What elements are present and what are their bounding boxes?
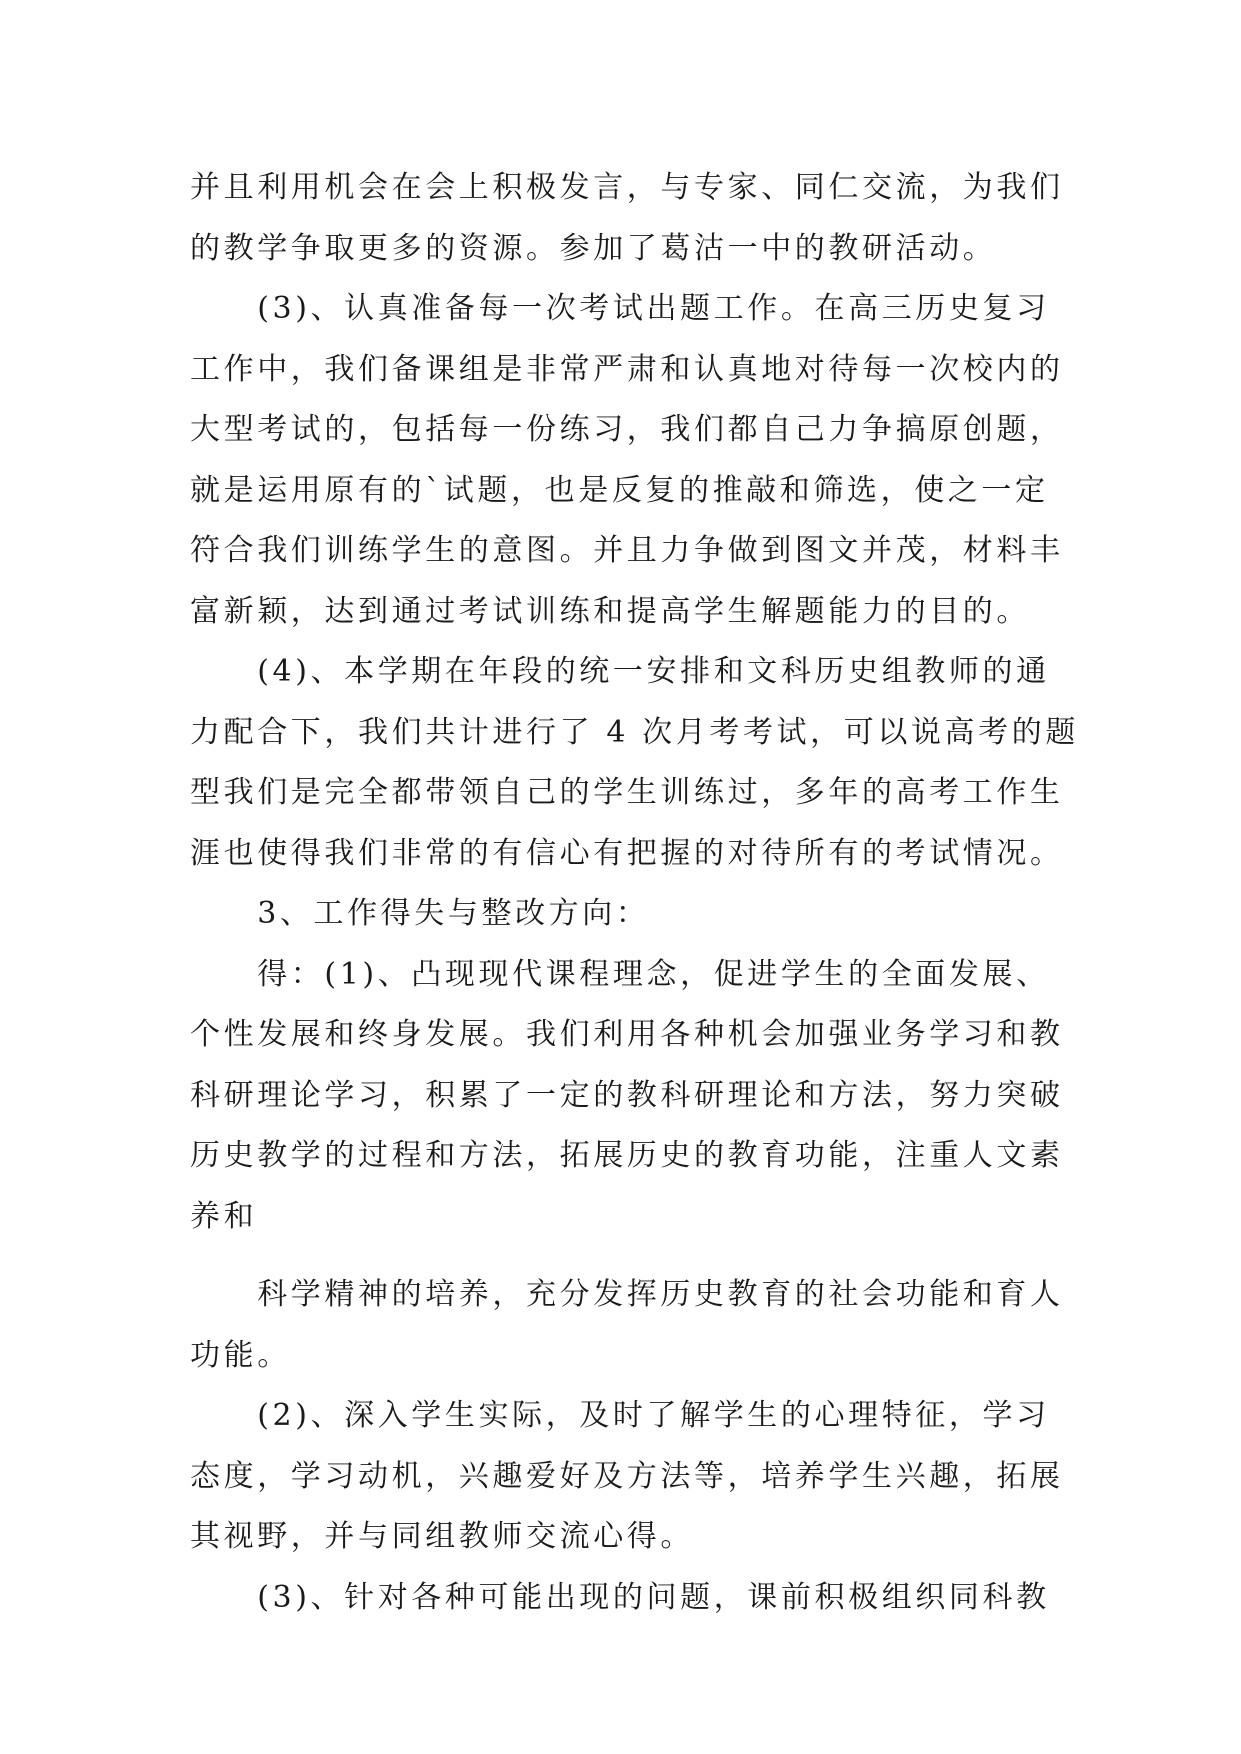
text-line: 并且利用机会在会上积极发言，与专家、同仁交流，为我们 <box>190 170 1064 205</box>
body-text <box>190 158 1090 1628</box>
paragraph-gap <box>190 1247 1090 1265</box>
text-line: 其视野，并与同组教师交流心得。 <box>190 1519 694 1554</box>
text-line: 大型考试的，包括每一份练习，我们都自己力争搞原创题， <box>190 412 1064 447</box>
text-line: 的教学争取更多的资源。参加了葛沽一中的教研活动。 <box>190 230 997 266</box>
text-line: 个性发展和终身发展。我们利用各种机会加强业务学习和教 <box>190 1017 1064 1052</box>
text-line: 就是运用原有的`试题，也是反复的推敲和筛选，使之一定 <box>190 472 1049 508</box>
text-line: 型我们是完全都带领自己的学生训练过，多年的高考工作生 <box>190 775 1064 810</box>
text-line: 符合我们训练学生的意图。并且力争做到图文并茂，材料丰 <box>190 533 1064 568</box>
text-line: 得：(1)、凸现现代课程理念，促进学生的全面发展、 <box>190 956 1050 992</box>
text-line: (2)、深入学生实际，及时了解学生的心理特征，学习 <box>190 1398 1050 1433</box>
text-line: 富新颖，达到通过考试训练和提高学生解题能力的目的。 <box>190 593 1030 629</box>
section-heading: 3、工作得失与整改方向： <box>190 896 650 931</box>
text-line: 涯也使得我们非常的有信心有把握的对待所有的考试情况。 <box>190 835 1064 871</box>
text-line: 养和 <box>190 1198 258 1234</box>
text-line: 态度，学习动机，兴趣爱好及方法等，培养学生兴趣，拓展 <box>190 1458 1064 1494</box>
text-line: 力配合下，我们共计进行了 4 次月考考试，可以说高考的题 <box>190 714 1079 750</box>
text-line: (3)、认真准备每一次考试出题工作。在高三历史复习 <box>190 291 1050 326</box>
text-line: (3)、针对各种可能出现的问题，课前积极组织同科教 <box>190 1579 1050 1615</box>
text-line: 科研理论学习，积累了一定的教科研理论和方法，努力突破 <box>190 1077 1064 1113</box>
text-line: 工作中，我们备课组是非常严肃和认真地对待每一次校内的 <box>190 351 1064 387</box>
text-line: (4)、本学期在年段的统一安排和文科历史组教师的通 <box>190 654 1050 689</box>
text-line: 历史教学的过程和方法，拓展历史的教育功能，注重人文素 <box>190 1138 1064 1173</box>
text-line: 科学精神的培养，充分发挥历史教育的社会功能和育人 <box>190 1277 1064 1312</box>
text-line: 功能。 <box>190 1337 291 1373</box>
